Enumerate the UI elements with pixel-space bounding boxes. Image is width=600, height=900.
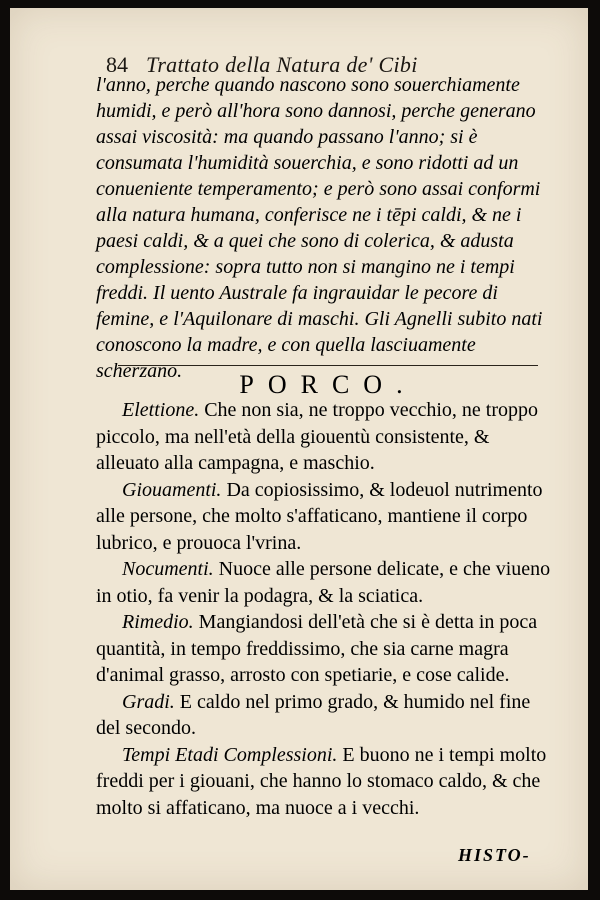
paragraph-rimedio bbox=[96, 609, 556, 689]
catchword: HISTO- bbox=[458, 845, 531, 865]
paragraph-text: Da copiosissimo, & lodeuol nutrimento alle persone, che molto s'affaticano, mantiene il corpo lubrico, e prouoca l'vrina. bbox=[96, 478, 543, 554]
continued-text: l'anno, perche quando nascono sono souerchiamente humidi, e però all'hora sono dannosi, perche generano assai viscosità: ma quando passano l'anno; si è consumata l'humidità souerchia, e sono ridotti ad un conueniente temperamento; e però sono assai conformi alla natura humana, conferisce ne i tēpi caldi, & ne i paesi caldi, & a quei che sono di colerica, & adusta complessione: sopra tutto non si mangino ne i tempi freddi. Il uento Australe fa ingrauidar le pecore di femine, e l'Aquilonare di maschi. Gli Agnelli subito nati conoscono la madre, e con quella lasciuamente scherzano. bbox=[96, 74, 543, 382]
paragraph-gradi bbox=[96, 689, 556, 742]
paragraph-label: Gradi. bbox=[122, 690, 175, 713]
section-title: PORCO. bbox=[239, 370, 417, 399]
paragraph-label: Elettione. bbox=[122, 399, 200, 421]
paragraph-tempi-etadi bbox=[96, 742, 556, 822]
paragraph-text: E caldo nel primo grado, & humido nel fine del secondo. bbox=[96, 690, 531, 739]
paragraph-label: Rimedio. bbox=[122, 611, 194, 633]
paragraph-label: Tempi Etadi Complessioni. bbox=[122, 743, 338, 766]
paragraph-giouamenti bbox=[96, 477, 556, 557]
running-title: Trattato della Natura de' Cibi bbox=[146, 52, 418, 77]
paragraph-text: Mangiandosi dell'età che si è detta in poca quantità, in tempo freddissimo, che sia carne magra d'animal grasso, arrosto con spetiarie, e cose calide. bbox=[96, 611, 538, 686]
paragraph-text: Che non sia, ne troppo vecchio, ne troppo piccolo, ma nell'età della giouentù consistente, & alleuato alla campagna, e maschio. bbox=[96, 399, 539, 474]
section-body bbox=[96, 397, 556, 821]
paragraph-label: Nocumenti. bbox=[122, 558, 214, 580]
paragraph-text: E buono ne i tempi molto freddi per i giouani, che hanno lo stomaco caldo, & che molto si affaticano, ma nuoce a i vecchi. bbox=[96, 743, 547, 819]
paragraph-label: Giouamenti. bbox=[122, 478, 222, 501]
page-number: 84 bbox=[106, 52, 128, 77]
section-divider bbox=[118, 365, 538, 366]
paragraph-elettione bbox=[96, 397, 556, 477]
paragraph-nocumenti bbox=[96, 556, 556, 609]
paragraph-text: Nuoce alle persone delicate, e che viueno in otio, fa venir la podagra, & la sciatica. bbox=[96, 558, 551, 607]
